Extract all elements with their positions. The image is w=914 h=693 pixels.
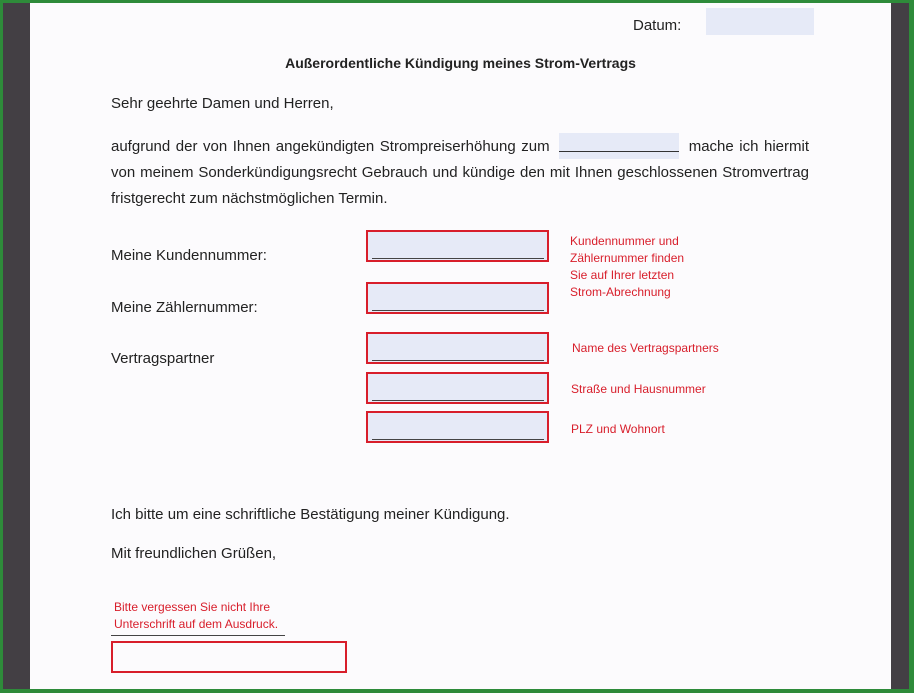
street-hint: Straße und Hausnummer — [571, 382, 706, 396]
numbers-hint-line: Kundennummer und — [570, 234, 679, 248]
closing: Mit freundlichen Grüßen, — [111, 545, 277, 562]
document-page — [30, 3, 891, 689]
numbers-hint-line: Strom-Abrechnung — [570, 285, 671, 299]
customer-number-label: Meine Kundennummer: — [111, 247, 267, 264]
numbers-hint-line: Sie auf Ihrer letzten — [570, 268, 675, 282]
salutation: Sehr geehrte Damen und Herren, — [111, 95, 334, 112]
signature-hint — [114, 599, 278, 633]
signature-hint-line: Unterschrift auf dem Ausdruck. — [114, 617, 279, 631]
zip-city-field[interactable] — [366, 411, 549, 443]
signature-line — [111, 635, 285, 636]
signature-field[interactable] — [111, 641, 347, 673]
body-text-part1: aufgrund der von Ihnen angekündigten Strompreiserhöhung zum — [111, 138, 550, 155]
numbers-hint-line: Zählernummer finden — [570, 251, 685, 265]
date-field[interactable] — [706, 8, 814, 35]
partner-name-hint: Name des Vertragspartners — [572, 341, 719, 355]
numbers-hint — [570, 233, 684, 301]
meter-number-label: Meine Zählernummer: — [111, 299, 258, 316]
zip-city-hint: PLZ und Wohnort — [571, 422, 665, 436]
signature-hint-line: Bitte vergessen Sie nicht Ihre — [114, 600, 271, 614]
confirmation-request: Ich bitte um eine schriftliche Bestätigung meiner Kündigung. — [111, 506, 510, 523]
letter-title: Außerordentliche Kündigung meines Strom-Vertrags — [285, 55, 636, 71]
partner-name-field[interactable] — [366, 332, 549, 364]
window-frame — [3, 3, 909, 689]
body-text-part2: mache ich hiermit von meinem Sonderkündigungsrecht Gebrauch und kündige den mit Ihnen geschlossenen Stromvertrag fristgerecht zum nächstmöglichen Termin. — [111, 138, 810, 207]
meter-number-field[interactable] — [366, 282, 549, 314]
date-label: Datum: — [633, 17, 682, 34]
price-increase-date-field[interactable] — [559, 133, 679, 159]
customer-number-field[interactable] — [366, 230, 549, 262]
contract-partner-label: Vertragspartner — [111, 350, 215, 367]
street-field[interactable] — [366, 372, 549, 404]
letter-body — [111, 133, 809, 212]
